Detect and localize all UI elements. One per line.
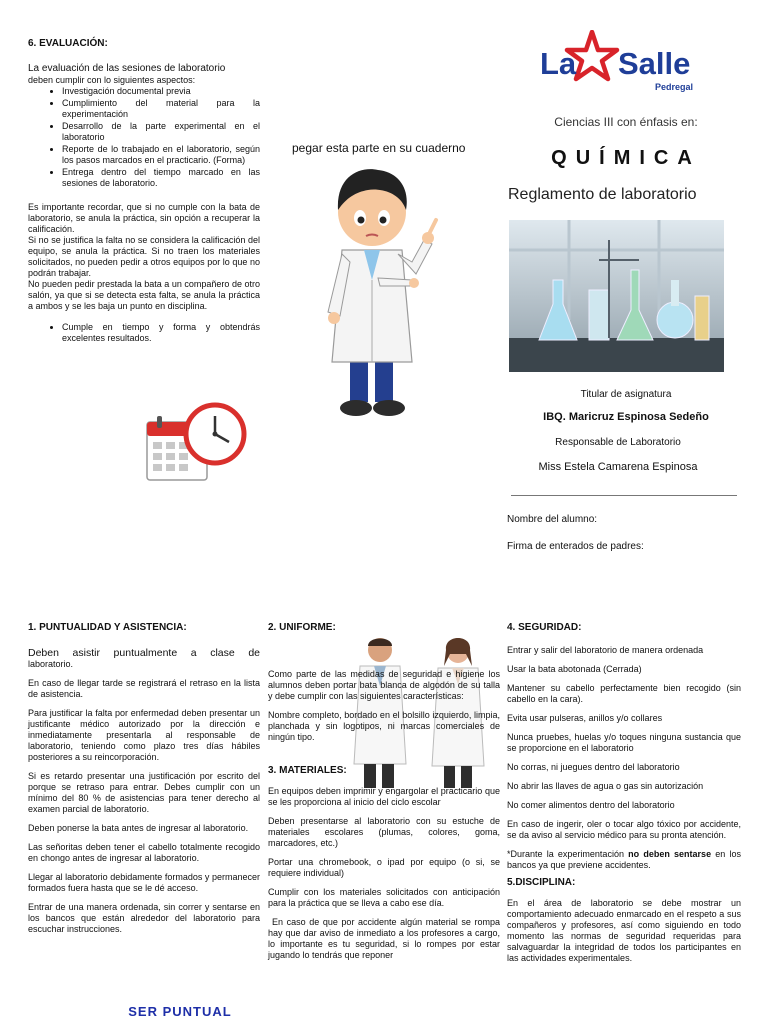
list-item: • Reporte de lo trabajado en el laboratorio, según los pasos marcados en el practicario. (Forma): [62, 144, 260, 166]
safety-item: Nunca pruebes, huelas y/o toques ninguna sustancia que se proporcione en el laboratorio: [507, 732, 741, 753]
list-item: • Cumple en tiempo y forma y obtendrás excelentes resultados.: [62, 322, 260, 344]
list-item: • Cumplimiento del material para la experimentación: [62, 98, 260, 120]
calendar-clock-icon: [145, 402, 247, 484]
evaluation-list: [28, 86, 260, 189]
evaluation-intro: La evaluación de las sesiones de laboratorio: [28, 63, 226, 74]
discipline-heading: 5.DISCIPLINA:: [507, 877, 576, 888]
logo-subtext: Pedregal: [655, 82, 694, 92]
safety-item: No corras, ni juegues dentro del laboratorio: [507, 762, 680, 772]
note-text-start: *Durante la experimentación: [507, 849, 629, 859]
paragraph: En equipos deben imprimir y engargolar el practicario que se les proporciona al inicio del ciclo escolar: [268, 786, 500, 807]
safety-section: [507, 622, 741, 964]
punctuality-banner: SER PUNTUAL: [128, 1004, 232, 1019]
list-item: • Investigación documental previa: [62, 86, 260, 97]
boy-scientist-illustration: [320, 162, 444, 424]
titular-name: IBQ. Maricruz Espinosa Sedeño: [543, 411, 709, 423]
course-subtitle: Ciencias III con énfasis en:: [554, 115, 698, 129]
divider: [511, 495, 737, 496]
paragraph: Entrar de una manera ordenada, sin correr y sentarse en los bancos que están alrededor del laboratorio para escuchar instrucciones.: [28, 902, 260, 934]
uniform-heading: 2. UNIFORME:: [268, 622, 336, 633]
note-text-end: en los bancos ya que previene accidentes.: [507, 849, 741, 870]
evaluation-intro-small: deben cumplir con lo siguientes aspectos:: [28, 75, 196, 85]
safety-item: No abrir las llaves de agua o gas sin autorización: [507, 781, 704, 791]
paragraph: Es importante recordar, que si no cumple con la bata de laboratorio, se anula la práctica, sin opción a recuperar la calificación.: [28, 202, 260, 234]
uniform-section: [268, 622, 500, 961]
punctuality-lead: Deben asistir puntualmente a clase de: [28, 647, 260, 659]
student-name-label: Nombre del alumno:: [507, 514, 598, 525]
paragraph: Portar una chromebook, o ipad por equipo (o si, se requiere individual): [268, 857, 500, 878]
safety-item: En caso de ingerir, oler o tocar algo tóxico por accidente, se da aviso al servicio médico para su pronta atención.: [507, 819, 741, 840]
materials-heading: 3. MATERIALES:: [268, 765, 347, 776]
paragraph: Deben presentarse al laboratorio con su estuche de materiales escolares (plumas, colores, goma, marcadores, etc.): [268, 816, 500, 848]
safety-item: Mantener su cabello perfectamente bien recogido (sin cabello en la cara).: [507, 683, 741, 704]
safety-heading: 4. SEGURIDAD:: [507, 622, 582, 633]
logo-text-la: La: [540, 46, 577, 81]
parents-signature-label: Firma de enterados de padres:: [507, 541, 644, 552]
lab-glassware-photo: [509, 220, 724, 372]
paragraph: No pueden pedir prestada la bata a un compañero de otro salón, ya que si se detecta esta falta, se anula la práctica a ambos y se les baja un punto en disciplina.: [28, 279, 260, 311]
safety-item: No comer alimentos dentro del laboratorio: [507, 800, 675, 810]
paragraph: Si es retardo presentar una justificación por escrito del porque se retraso para entrar. Debes cumplir con un mínimo del 80 % de asistencias para tener derecho al examen parcial de laboratorio.: [28, 771, 260, 814]
responsible-name: Miss Estela Camarena Espinosa: [538, 461, 698, 473]
evaluation-heading: 6. EVALUACIÓN:: [28, 38, 108, 49]
note-text-bold: no deben sentarse: [628, 849, 712, 859]
list-item: • Entrega dentro del tiempo marcado en las sesiones de laboratorio.: [62, 167, 260, 189]
paragraph: Como parte de las medidas de seguridad e higiene los alumnos deben portar bata blanca de algodón de su talla y debe cumplir con las siguientes características:: [268, 669, 500, 701]
safety-item: Evita usar pulseras, anillos y/o collares: [507, 713, 663, 723]
logo-text-salle: Salle: [618, 46, 691, 81]
document-title: Reglamento de laboratorio: [508, 186, 697, 203]
evaluation-final-list: [28, 322, 260, 344]
paragraph: Nombre completo, bordado en el bolsillo izquierdo, limpia, planchada y sin logotipos, ni marcas comerciales de ningún tipo.: [268, 710, 500, 742]
evaluation-section: [28, 38, 260, 345]
paste-note: pegar esta parte en su cuaderno: [292, 141, 466, 155]
list-item: • Desarrollo de la parte experimental en el laboratorio: [62, 121, 260, 143]
paragraph: Si no se justifica la falta no se considera la calificación del equipo, se anula la práctica. Si no traen los materiales solicitados, no pueden pedir a otros equipos por lo que no podrán trabajar.: [28, 235, 260, 278]
discipline-text: En el área de laboratorio se debe mostrar un comportamiento adecuado enmarcado en el respeto a sus compañeros y profesores, así como siguiendo en todo momento las normas de seguridad requeridas para salvaguardar la integridad de todos los participantes en las actividades experimentales.: [507, 898, 741, 963]
paragraph: En caso de que por accidente algún material se rompa hay que dar aviso de inmediato a los profesores a cargo, lo importante es tu seguridad, si lo rompes por estar jugando lo tendrás que reponer: [268, 917, 500, 960]
course-title: QUÍMICA: [551, 147, 701, 169]
punctuality-lead-small: laboratorio.: [28, 659, 74, 669]
punctuality-section: [28, 622, 260, 935]
paragraph: En caso de llegar tarde se registrará el retraso en la lista de asistencia.: [28, 678, 260, 699]
responsible-label: Responsable de Laboratorio: [555, 437, 681, 448]
punctuality-heading: 1. PUNTUALIDAD Y ASISTENCIA:: [28, 622, 187, 633]
paragraph: Llegar al laboratorio debidamente formados y permanecer formados fuera hasta que se le dé acceso.: [28, 872, 260, 893]
safety-note: [507, 849, 741, 871]
paragraph: Deben ponerse la bata antes de ingresar al laboratorio.: [28, 823, 249, 833]
safety-item: Usar la bata abotonada (Cerrada): [507, 664, 642, 674]
safety-item: Entrar y salir del laboratorio de manera ordenada: [507, 645, 704, 655]
titular-label: Titular de asignatura: [580, 389, 672, 400]
paragraph: Cumplir con los materiales solicitados con anticipación para la práctica que se lleva a cabo ese día.: [268, 887, 500, 908]
paragraph: Para justificar la falta por enfermedad deben presentar un justificante médico autorizado por la dirección e inmediatamente presentarla al responsable de laboratorio, teniendo como plazo tres días hábiles posteriores a su reincorporación.: [28, 708, 260, 762]
lasalle-logo: [540, 30, 710, 94]
paragraph: Las señoritas deben tener el cabello totalmente recogido en chongo antes de ingresar al laboratorio.: [28, 842, 260, 863]
